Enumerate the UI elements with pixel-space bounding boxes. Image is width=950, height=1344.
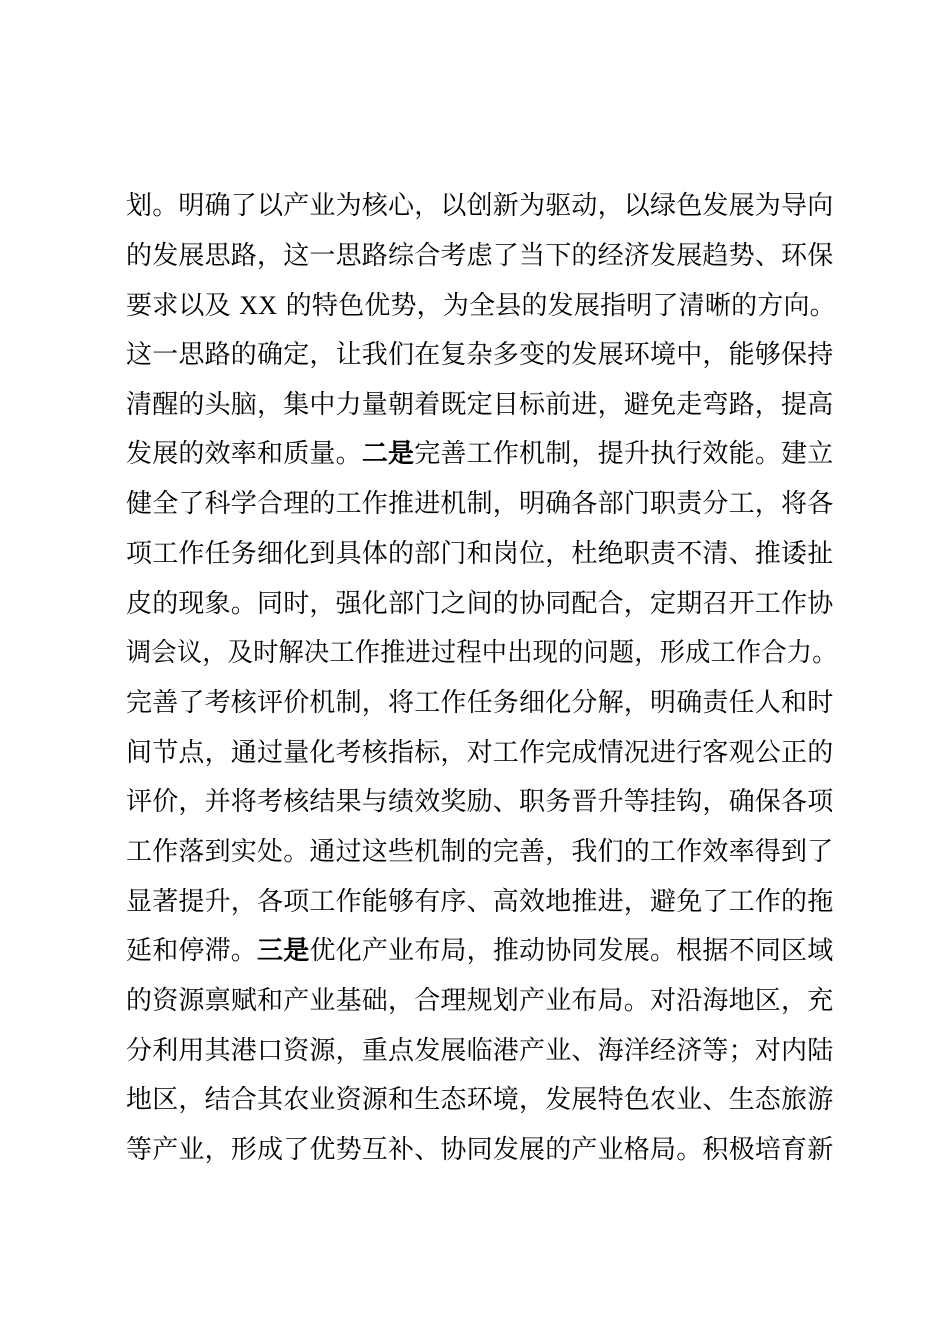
- text-line: [126, 729, 838, 779]
- text-run: 间节点，通过量化考核指标，对工作完成情况进行客观公正的: [126, 737, 834, 768]
- text-line: [126, 1126, 838, 1176]
- text-run: 延和停滞。: [126, 936, 258, 967]
- text-line: [126, 927, 838, 977]
- text-run: 项工作任务细化到具体的部门和岗位，杜绝职责不清、推诿扯: [126, 538, 834, 569]
- text-run: 优化产业布局，推动协同发展。根据不同区域: [309, 936, 834, 967]
- text-line: [126, 1076, 838, 1126]
- text-run: 等产业，形成了优势互补、协同发展的产业格局。积极培育新: [126, 1135, 834, 1166]
- text-line: [126, 977, 838, 1027]
- body-text: [126, 182, 838, 1176]
- text-run: 的资源禀赋和产业基础，合理规划产业布局。对沿海地区，充: [126, 986, 834, 1016]
- text-line: [126, 828, 838, 878]
- text-line: [126, 778, 838, 828]
- text-line: [126, 381, 838, 431]
- text-run: 健全了科学合理的工作推进机制，明确各部门职责分工，将各: [126, 489, 834, 520]
- text-run: 发展的效率和质量。: [126, 439, 362, 470]
- text-run: 调会议，及时解决工作推进过程中出现的问题，形成工作合力。: [126, 638, 838, 669]
- text-line: [126, 629, 838, 679]
- text-run: 评价，并将考核结果与绩效奖励、职务晋升等挂钩，确保各项: [126, 787, 834, 818]
- text-line: [126, 580, 838, 630]
- text-run: 完善工作机制，提升执行效能。建立: [414, 439, 834, 470]
- text-line: [126, 878, 838, 928]
- text-line: [126, 232, 838, 282]
- text-run: 清醒的头脑，集中力量朝着既定目标前进，避免走弯路，提高: [126, 389, 834, 420]
- text-line: [126, 679, 838, 729]
- text-line: [126, 182, 838, 232]
- bold-lead-phrase: 三是: [257, 936, 310, 967]
- text-run: 划。明确了以产业为核心，以创新为驱动，以绿色发展为导向: [126, 191, 834, 221]
- placeholder-name: XX: [239, 291, 278, 321]
- text-run: 工作落到实处。通过这些机制的完善，我们的工作效率得到了: [126, 836, 834, 867]
- text-line: [126, 530, 838, 580]
- text-run: 这一思路的确定，让我们在复杂多变的发展环境中，能够保持: [126, 340, 834, 371]
- text-line: [126, 480, 838, 530]
- text-run: 完善了考核评价机制，将工作任务细化分解，明确责任人和时: [126, 687, 834, 718]
- text-run: 的特色优势，为全县的发展指明了清晰的方向。: [277, 291, 836, 322]
- text-run: 地区，结合其农业资源和生态环境，发展特色农业、生态旅游: [126, 1085, 834, 1116]
- text-run: 皮的现象。同时，强化部门之间的协同配合，定期召开工作协: [126, 588, 834, 619]
- text-run: 的发展思路，这一思路综合考虑了当下的经济发展趋势、环保: [126, 240, 834, 271]
- text-line: [126, 281, 838, 331]
- bold-lead-phrase: 二是: [361, 439, 415, 470]
- text-run: 显著提升，各项工作能够有序、高效地推进，避免了工作的拖: [126, 886, 834, 917]
- text-run: 要求以及: [126, 291, 240, 322]
- text-line: [126, 1027, 838, 1077]
- text-run: 分利用其港口资源，重点发展临港产业、海洋经济等；对内陆: [126, 1035, 834, 1066]
- text-line: [126, 430, 838, 480]
- text-line: [126, 331, 838, 381]
